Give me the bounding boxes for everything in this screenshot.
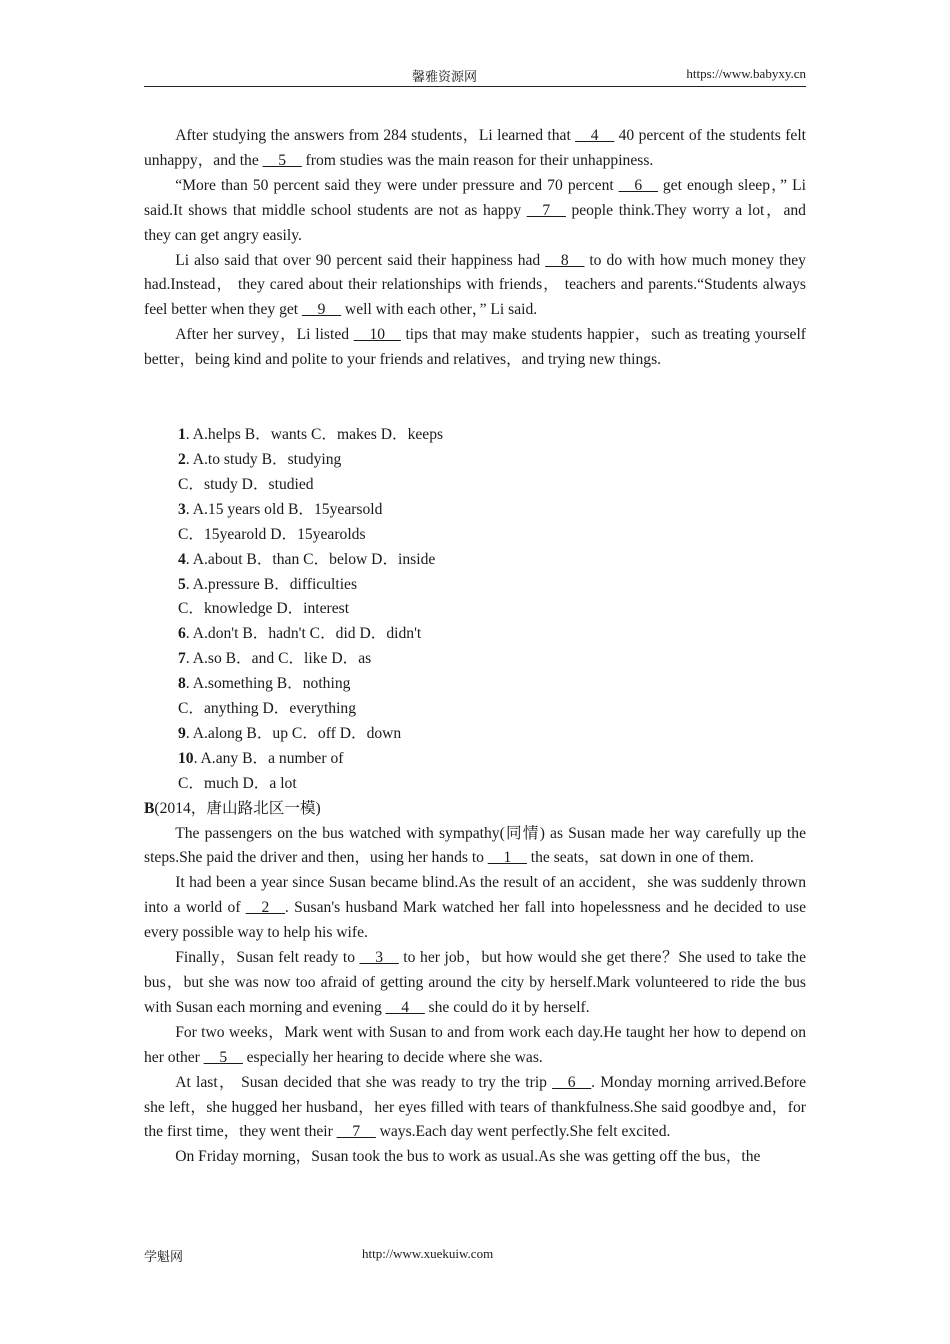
paragraph (144, 946, 806, 1021)
question-options (144, 523, 806, 548)
question-options (144, 573, 806, 598)
answer-blank: __3__ (359, 949, 399, 967)
option-text: C．knowledge D．interest (178, 600, 350, 618)
paragraph-text: . Monday morning arrived.Before she left，she hugged her husband，her eyes filled with tears of thankfulness.She said goodbye and，for the first time，they went their (144, 1073, 807, 1141)
paragraph-text: It had been a year since Susan became blind.As the result of an accident，she was suddenly thrown into a world of (144, 874, 806, 917)
question-options (144, 498, 806, 523)
answer-blank: __4__ (575, 127, 615, 144)
option-text: . A.along B．up C．off D．down (185, 724, 402, 742)
option-text: . A.about B．than C．below D．inside (185, 550, 436, 568)
footer-url: http://www.xuekuiw.com (362, 1246, 494, 1261)
section-b-label: B (144, 799, 155, 817)
answer-blank: __8__ (545, 251, 585, 269)
option-text: . A.15 years old B．15yearsold (185, 500, 383, 518)
paragraph-text: get enough sleep，” Li said.It shows that middle school students are not as happy (144, 176, 806, 219)
paragraph-text: 40 percent of the students felt unhappy，and the (144, 127, 806, 169)
passage-a (144, 124, 806, 373)
paragraph-text: well with each other，” Li said. (341, 301, 538, 319)
question-options (144, 747, 806, 772)
answer-blank: __4__ (385, 998, 425, 1016)
paragraph-text: from studies was the main reason for their unhappiness. (301, 151, 654, 169)
question-number: 3 (178, 500, 186, 518)
paragraph (144, 822, 806, 872)
question-number: 6 (178, 625, 186, 643)
option-text: . A.so B．and C．like D．as (185, 650, 372, 668)
question-number: 10 (178, 749, 194, 767)
page-header (144, 66, 806, 87)
question-number: 5 (178, 575, 186, 593)
question-options (144, 597, 806, 622)
answer-blank: __10__ (353, 326, 401, 344)
paragraph (144, 174, 806, 249)
answer-blank: __6__ (552, 1073, 592, 1091)
paragraph-text: After her survey，Li listed (175, 326, 354, 344)
section-b-source: (2014，唐山路北区一模) (154, 799, 321, 817)
paragraph-text: “More than 50 percent said they were under pressure and 70 percent (175, 176, 619, 194)
answer-blank: __9__ (302, 301, 342, 319)
question-options (144, 697, 806, 722)
question-number: 9 (178, 724, 186, 742)
paragraph-text: especially her hearing to decide where she was. (242, 1048, 543, 1066)
header-url: https://www.babyxy.cn (686, 66, 806, 81)
paragraph-text: After studying the answers from 284 students，Li learned that (175, 127, 576, 144)
paragraph-text: ways.Each day went perfectly.She felt excited. (375, 1123, 671, 1141)
question-number: 4 (178, 550, 186, 568)
paragraph-text: the seats，sat down in one of them. (526, 849, 754, 867)
option-text: . A.any B．a number of (193, 749, 344, 767)
paragraph-text: At last， Susan decided that she was ready to try the trip (175, 1073, 553, 1091)
paragraph (144, 1021, 806, 1071)
paragraph (144, 1145, 806, 1170)
paragraph (144, 871, 806, 946)
answer-blank: __7__ (526, 201, 566, 219)
question-number: 7 (178, 650, 186, 668)
question-options (144, 672, 806, 697)
paragraph-text: to her job，but how would she get there？She used to take the bus，but she was now too afraid of getting around the city by herself.Mark volunteered to ride the bus with Susan each morning and evening (144, 949, 806, 1016)
footer-site-name: 学魁网 (144, 1249, 184, 1264)
question-options (144, 423, 806, 448)
options-list (144, 423, 806, 797)
option-text: . A.to study B．studying (185, 450, 342, 468)
option-text: . A.pressure B．difficulties (185, 575, 358, 593)
question-options (144, 772, 806, 797)
paragraph-text: . Susan's husband Mark watched her fall into hopelessness and he decided to use every possible way to help his wife. (144, 899, 806, 942)
header-site-name: 馨雅资源网 (412, 69, 478, 84)
question-options (144, 448, 806, 473)
paragraph-text: people think.They worry a lot，and they can get angry easily. (144, 201, 806, 244)
paragraph (144, 323, 806, 373)
paragraph (144, 249, 806, 324)
answer-blank: __7__ (336, 1123, 376, 1141)
paragraph-text: On Friday morning，Susan took the bus to work as usual.As she was getting off the bus，the (175, 1148, 761, 1166)
section-b-title (144, 797, 806, 822)
paragraph-text: tips that may make students happier，such as treating yourself better，being kind and polite to your friends and relatives，and trying new things. (144, 326, 806, 369)
passage-b (144, 822, 806, 1171)
question-options (144, 473, 806, 498)
option-text: . A.don't B．hadn't C．did D．didn't (185, 625, 422, 643)
option-text: C．anything D．everything (178, 700, 357, 718)
paragraph-text: Li also said that over 90 percent said their happiness had (175, 251, 546, 269)
option-text: C．much D．a lot (178, 774, 297, 792)
paragraph (144, 124, 806, 174)
answer-blank: __5__ (262, 151, 302, 169)
answer-blank: __2__ (245, 899, 285, 917)
option-text: . A.helps B．wants C．makes D．keeps (185, 426, 444, 444)
question-number: 1 (178, 426, 186, 444)
paragraph (144, 1071, 806, 1146)
question-options (144, 647, 806, 672)
question-options (144, 722, 806, 747)
paragraph-text: to do with how much money they had.Instead， they cared about their relationships with friends， teachers and parents.“Students always feel better when they get (144, 251, 806, 319)
question-options (144, 622, 806, 647)
paragraph-text: For two weeks，Mark went with Susan to and from work each day.He taught her how to depend on her other (144, 1023, 806, 1066)
question-number: 8 (178, 675, 186, 693)
option-text: . A.something B．nothing (185, 675, 351, 693)
answer-blank: __1__ (487, 849, 527, 867)
answer-blank: __6__ (618, 176, 658, 194)
paragraph-text: Finally，Susan felt ready to (175, 949, 360, 967)
question-options (144, 548, 806, 573)
answer-blank: __5__ (203, 1048, 243, 1066)
option-text: C．15yearold D．15yearolds (178, 525, 366, 543)
document-body (144, 124, 806, 1170)
question-number: 2 (178, 450, 186, 468)
paragraph-text: she could do it by herself. (424, 998, 590, 1016)
paragraph-text: The passengers on the bus watched with sympathy(同情) as Susan made her way carefully up the steps.She paid the driver and then，using her hands to (144, 824, 806, 867)
option-text: C．study D．studied (178, 475, 314, 493)
